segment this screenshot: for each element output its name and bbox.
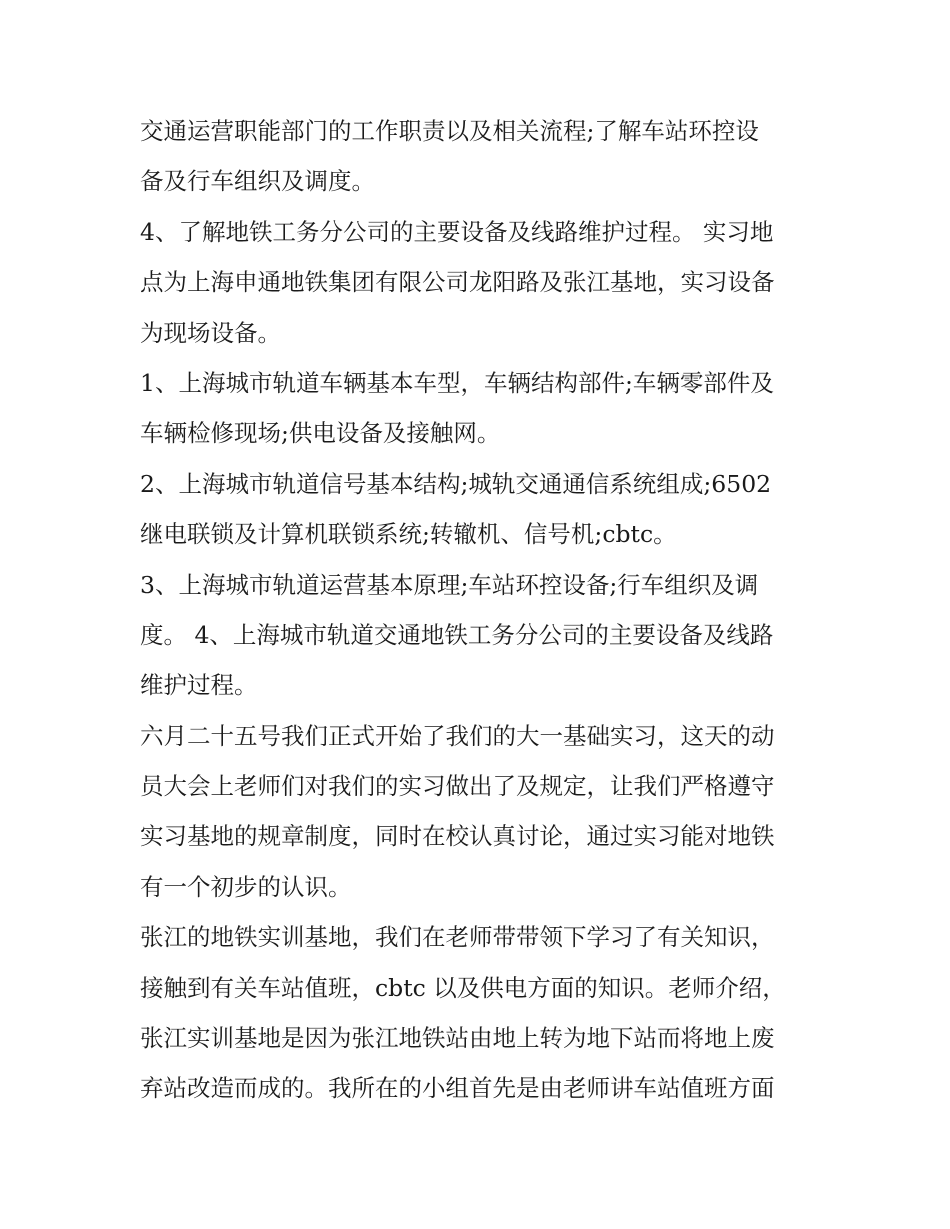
text-line: 3、上海城市轨道运营基本原理;车站环控设备;行车组织及调: [140, 570, 759, 599]
paragraph-2: [140, 207, 820, 358]
paragraph-1: [140, 106, 820, 207]
text-line: 为现场设备。: [140, 318, 281, 347]
text-line: 交通运营职能部门的工作职责以及相关流程;了解车站环控设: [140, 117, 759, 145]
paragraph-5: [140, 560, 820, 711]
document-body: [140, 106, 820, 1114]
text-line: 4、了解地铁工务分公司的主要设备及线路维护过程。 实习地: [140, 217, 774, 246]
text-line: 1、上海城市轨道车辆基本车型，车辆结构部件;车辆零部件及: [140, 368, 774, 397]
text-line: 2、上海城市轨道信号基本结构;城轨交通通信系统组成;6502: [140, 469, 772, 498]
paragraph-4: [140, 459, 820, 560]
text-line: 实习基地的规章制度，同时在校认真讨论，通过实习能对地铁: [140, 822, 775, 851]
text-line: 有一个初步的认识。: [140, 872, 352, 901]
text-line: 备及行车组织及调度。: [140, 167, 375, 196]
text-line: 张江实训基地是因为张江地铁站由地上转为地下站而将地上废: [140, 1024, 775, 1053]
text-line: 员大会上老师们对我们的实习做出了及规定，让我们严格遵守: [140, 772, 775, 801]
paragraph-6: [140, 711, 820, 913]
text-line: 张江的地铁实训基地，我们在老师带带领下学习了有关知识，: [140, 923, 775, 952]
text-line: 六月二十五号我们正式开始了我们的大一基础实习，这天的动: [140, 721, 775, 750]
text-line: 接触到有关车站值班，cbtc 以及供电方面的知识。老师介绍，: [140, 973, 786, 1002]
text-line: 度。 4、上海城市轨道交通地铁工务分公司的主要设备及线路: [140, 620, 774, 649]
text-line: 车辆检修现场;供电设备及接触网。: [140, 419, 501, 448]
text-line: 维护过程。: [140, 671, 258, 700]
text-line: 继电联锁及计算机联锁系统;转辙机、信号机;cbtc。: [140, 520, 677, 549]
paragraph-3: [140, 358, 820, 459]
paragraph-7: [140, 912, 820, 1114]
text-line: 点为上海申通地铁集团有限公司龙阳路及张江基地，实习设备: [140, 268, 775, 297]
text-line: 弃站改造而成的。我所在的小组首先是由老师讲车站值班方面: [140, 1074, 775, 1103]
